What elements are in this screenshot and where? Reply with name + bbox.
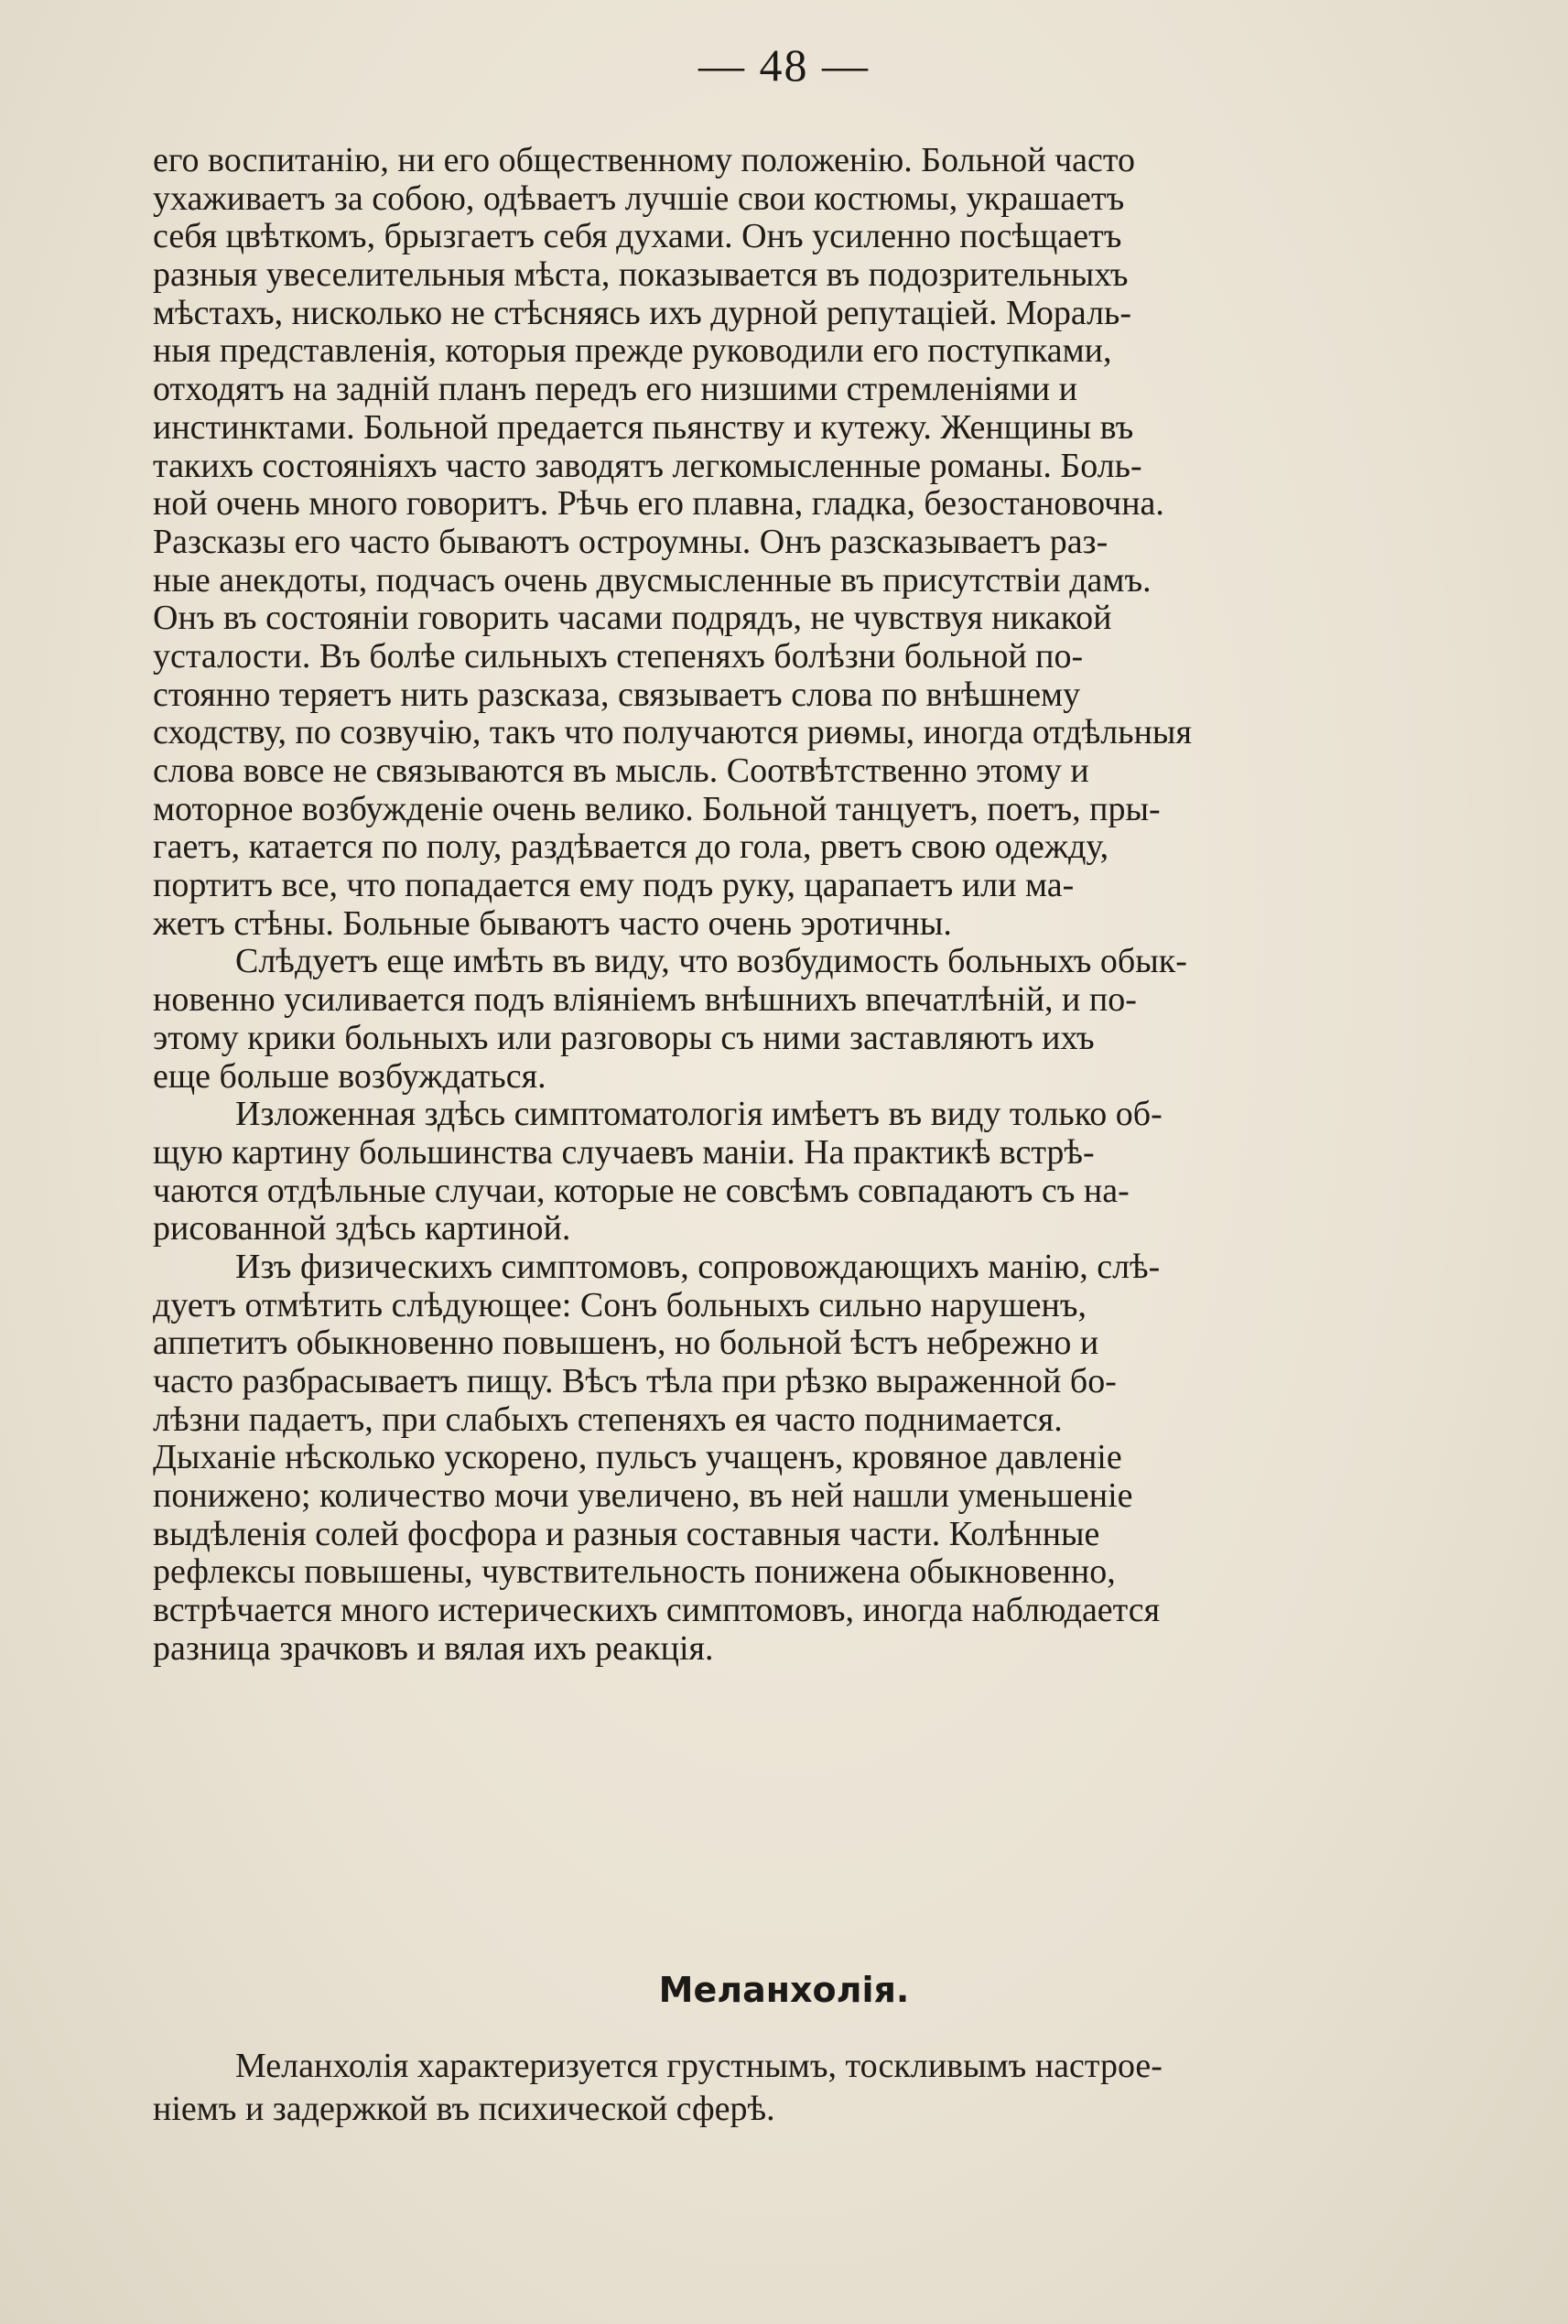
text-line: портитъ все, что попадается ему подъ руку, царапаетъ или ма- <box>153 867 1075 905</box>
paragraph <box>153 142 1567 943</box>
text-line: понижено; количество мочи увеличено, въ ней нашли уменьшеніе <box>153 1477 1133 1516</box>
text-line: разныя увеселительныя мѣста, показывается въ подозрительныхъ <box>153 256 1129 295</box>
text-line: слова вовсе не связываются въ мысль. Соотвѣтственно этому и <box>153 752 1089 790</box>
text-line: лѣзни падаетъ, при слабыхъ степеняхъ ея часто поднимается. <box>153 1400 1063 1439</box>
text-line: сходству, по созвучію, такъ что получаются риѳмы, иногда отдѣльныя <box>153 714 1192 752</box>
text-line: новенно усиливается подъ вліяніемъ внѣшнихъ впечатлѣній, и по- <box>153 981 1137 1020</box>
text-line: чаются отдѣльные случаи, которые не совсѣмъ совпадаютъ съ на- <box>153 1172 1130 1210</box>
body-text <box>153 142 1567 1669</box>
paragraph <box>153 1248 1567 1669</box>
text-line: Слѣдуетъ еще имѣть въ виду, что возбудимость больныхъ обык- <box>235 943 1187 981</box>
page-number: — 48 — <box>698 39 870 91</box>
text-line: встрѣчается много истерическихъ симптомовъ, иногда наблюдается <box>153 1592 1161 1630</box>
text-line: этому крики больныхъ или разговоры съ ними заставляютъ ихъ <box>153 1019 1095 1057</box>
text-line: такихъ состояніяхъ часто заводятъ легкомысленные романы. Боль- <box>153 447 1142 485</box>
paragraph <box>153 943 1567 1096</box>
text-line: ной очень много говоритъ. Рѣчь его плавна, гладка, безостановочна. <box>153 485 1164 524</box>
text-line: разница зрачковъ и вялая ихъ реакція. <box>153 1629 714 1668</box>
text-line: жетъ стѣны. Больные бываютъ часто очень эротичны. <box>153 904 952 943</box>
section-heading: Меланхолія. <box>658 1970 910 2010</box>
text-line: Онъ въ состояніи говорить часами подрядъ, не чувствуя никакой <box>153 600 1112 638</box>
text-line: ухаживаетъ за собою, одѣваетъ лучшіе свои костюмы, украшаетъ <box>153 179 1125 218</box>
text-line: Меланхолія характеризуется грустнымъ, тоскливымъ настрое- <box>235 2047 1162 2085</box>
text-line: часто разбрасываетъ пищу. Вѣсъ тѣла при рѣзко выраженной бо- <box>153 1363 1117 1400</box>
text-line: ніемъ и задержкой въ психической сферѣ. <box>153 2090 775 2128</box>
text-line: рисованной здѣсь картиной. <box>153 1210 571 1248</box>
text-line: себя цвѣткомъ, брызгаетъ себя духами. Онъ усиленно посѣщаетъ <box>153 218 1122 256</box>
paragraph <box>153 2045 1567 2131</box>
text-line: Изложенная здѣсь симптоматологія имѣетъ въ виду только об- <box>235 1096 1162 1134</box>
text-line: дуетъ отмѣтить слѣдующее: Сонъ больныхъ сильно нарушенъ, <box>153 1286 1087 1324</box>
text-line: Дыханіе нѣсколько ускорено, пульсъ учащенъ, кровяное давленіе <box>153 1439 1122 1477</box>
text-line: моторное возбужденіе очень велико. Больной танцуетъ, поетъ, пры- <box>153 790 1161 828</box>
text-line: щую картину большинства случаевъ маніи. На практикѣ встрѣ- <box>153 1133 1095 1172</box>
paragraph <box>153 1096 1567 1248</box>
text-line: ныя представленія, которыя прежде руководили его поступками, <box>153 332 1112 371</box>
text-line: аппетитъ обыкновенно повышенъ, но больной ѣстъ небрежно и <box>153 1324 1099 1363</box>
text-line: ные анекдоты, подчасъ очень двусмысленные въ присутствіи дамъ. <box>153 561 1152 600</box>
text-line: еще больше возбуждаться. <box>153 1057 546 1096</box>
text-line: усталости. Въ болѣе сильныхъ степеняхъ болѣзни больной по- <box>153 637 1084 676</box>
text-line: мѣстахъ, нисколько не стѣсняясь ихъ дурной репутаціей. Мораль- <box>153 294 1132 332</box>
text-line: рефлексы повышены, чувствительность понижена обыкновенно, <box>153 1553 1116 1592</box>
text-line: гаетъ, катается по полу, раздѣвается до гола, рветъ свою одежду, <box>153 828 1109 867</box>
text-line: Разсказы его часто бываютъ остроумны. Онъ разсказываетъ раз- <box>153 523 1108 561</box>
text-line: инстинктами. Больной предается пьянству и кутежу. Женщины въ <box>153 408 1134 447</box>
text-line: стоянно теряетъ нить разсказа, связываетъ слова по внѣшнему <box>153 676 1081 714</box>
text-line: его воспитанію, ни его общественному положенію. Больной часто <box>153 142 1136 179</box>
text-line: отходятъ на заднiй планъ передъ его низшими стремленіями и <box>153 371 1077 409</box>
text-line: выдѣленія солей фосфора и разныя составныя части. Колѣнные <box>153 1515 1100 1553</box>
text-line: Изъ физическихъ симптомовъ, сопровождающихъ манію, слѣ- <box>235 1248 1161 1286</box>
